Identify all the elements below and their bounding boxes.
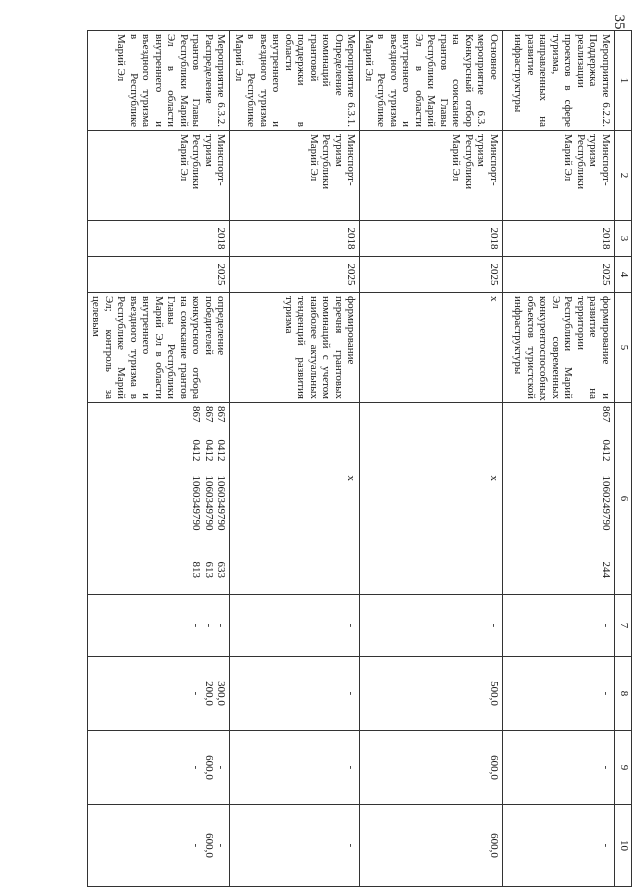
- end-year-cell: 2025: [230, 257, 360, 293]
- expense-type-cell: [230, 559, 360, 595]
- measure-name-cell: Основное мероприятие 6.3. Конкурсный отбор на соискание грантов Главы Республики Марий Эл в области внутреннего и въездного туризма в Республике Марий Эл: [360, 31, 503, 131]
- value-col10-cell: - 600,0 -: [88, 805, 231, 887]
- table-row: [88, 31, 231, 887]
- table-row: [360, 31, 503, 887]
- rotated-table-wrapper: [90, 30, 632, 886]
- start-year-cell: 2018: [88, 221, 231, 257]
- result-cell: x: [360, 293, 503, 403]
- executor-cell: Минспорт-туризм Республики Марий Эл: [230, 131, 360, 221]
- grbs-code-cell: 867 867 867: [88, 403, 231, 437]
- executor-cell: Минспорт-туризм Республики Марий Эл: [88, 131, 231, 221]
- result-cell: определение победителей конкурсного отбора на соискание грантов Главы Республики Марий Эл в области внутреннего и въездного туризма в Республике Марий Эл; контроль за целевым: [88, 293, 231, 403]
- value-col8-cell: 300,0 200,0 -: [88, 657, 231, 731]
- start-year-cell: 2018: [360, 221, 503, 257]
- value-col7-cell: -: [230, 595, 360, 657]
- value-col9-cell: -: [503, 731, 615, 805]
- grbs-code-cell: 867: [503, 403, 615, 437]
- expense-type-cell: 244: [503, 559, 615, 595]
- header-cell: 6: [615, 403, 632, 595]
- end-year-cell: 2025: [360, 257, 503, 293]
- value-col8-cell: -: [230, 657, 360, 731]
- value-col9-cell: -: [230, 731, 360, 805]
- header-row: [615, 31, 632, 887]
- target-article-cell: x: [230, 473, 360, 559]
- expense-type-cell: [360, 559, 503, 595]
- value-col8-cell: 500,0: [360, 657, 503, 731]
- section-code-cell: 0412: [503, 437, 615, 473]
- target-article-cell: 1060249790: [503, 473, 615, 559]
- section-code-cell: 0412 0412 0412: [88, 437, 231, 473]
- header-cell: 4: [615, 257, 632, 293]
- end-year-cell: 2025: [503, 257, 615, 293]
- header-cell: 7: [615, 595, 632, 657]
- value-col10-cell: 600,0: [360, 805, 503, 887]
- measure-name-cell: Мероприятие 6.2.2. Поддержка реализации проектов в сфере туризма, направленных на развитие инфраструктуры: [503, 31, 615, 131]
- value-col9-cell: - 600,0 -: [88, 731, 231, 805]
- result-cell: формирование перечня грантовых номинаций с учетом наиболее актуальных тенденций развития туризма: [230, 293, 360, 403]
- section-code-cell: [230, 437, 360, 473]
- grbs-code-cell: [230, 403, 360, 437]
- section-code-cell: [360, 437, 503, 473]
- table-row: [230, 31, 360, 887]
- measure-name-cell: Мероприятие 6.3.1. Определение номинаций грантовой поддержки в области внутреннего и въездного туризма в Республике Марий Эл: [230, 31, 360, 131]
- page-number: 35: [611, 14, 627, 30]
- measure-name-cell: Мероприятие 6.3.2. Распределение грантов Главы Республики Марий Эл в области внутреннего и въездного туризма в Республике Марий Эл: [88, 31, 231, 131]
- value-col10-cell: -: [503, 805, 615, 887]
- value-col8-cell: -: [503, 657, 615, 731]
- expense-type-cell: 633 613 813: [88, 559, 231, 595]
- target-article-cell: x: [360, 473, 503, 559]
- header-cell: 1: [615, 31, 632, 131]
- value-col9-cell: 600,0: [360, 731, 503, 805]
- value-col7-cell: - - -: [88, 595, 231, 657]
- executor-cell: Минспорт-туризм Республики Марий Эл: [503, 131, 615, 221]
- result-cell: формирование и развитие на территории Республики Марий Эл современных конкурентоспособных объектов туристской инфраструктуры: [503, 293, 615, 403]
- header-cell: 10: [615, 805, 632, 887]
- header-cell: 5: [615, 293, 632, 403]
- start-year-cell: 2018: [503, 221, 615, 257]
- header-cell: 8: [615, 657, 632, 731]
- value-col10-cell: -: [230, 805, 360, 887]
- table-row: [503, 31, 615, 887]
- start-year-cell: 2018: [230, 221, 360, 257]
- header-cell: 2: [615, 131, 632, 221]
- header-cell: 9: [615, 731, 632, 805]
- program-table: [87, 30, 632, 887]
- executor-cell: Минспорт-туризм Республики Марий Эл: [360, 131, 503, 221]
- end-year-cell: 2025: [88, 257, 231, 293]
- value-col7-cell: -: [503, 595, 615, 657]
- grbs-code-cell: [360, 403, 503, 437]
- target-article-cell: 1060349790 1060349790 1060349790: [88, 473, 231, 559]
- header-cell: 3: [615, 221, 632, 257]
- value-col7-cell: -: [360, 595, 503, 657]
